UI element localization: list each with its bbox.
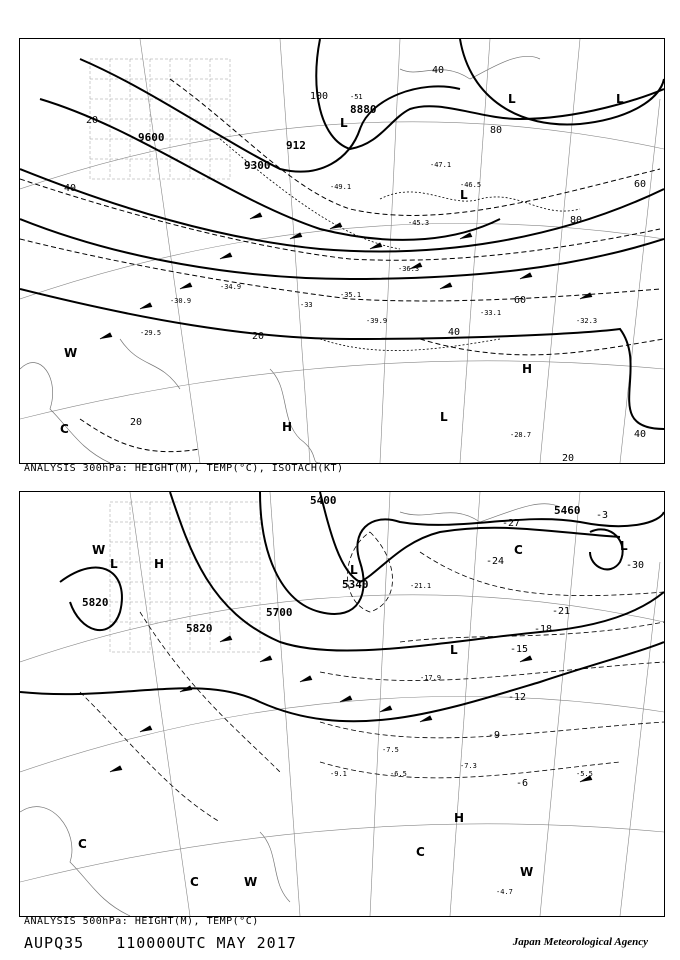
height-label: 5820 bbox=[82, 596, 109, 609]
low-center: L bbox=[508, 92, 516, 106]
product-header bbox=[24, 934, 319, 952]
height-label: 5400 bbox=[310, 494, 337, 507]
high-center: H bbox=[454, 811, 465, 825]
warm-center: W bbox=[520, 865, 534, 879]
isotach-label: 60 bbox=[514, 295, 527, 306]
low-center: L bbox=[110, 557, 118, 571]
temp-value: -7.3 bbox=[460, 762, 477, 770]
low-center: L bbox=[350, 563, 358, 577]
cold-center: C bbox=[416, 845, 425, 859]
temp-label: -33 bbox=[300, 301, 313, 309]
temp-label: -45.3 bbox=[408, 219, 430, 227]
temp-label: -6 bbox=[516, 778, 529, 789]
chart-500hpa bbox=[19, 491, 665, 917]
isotach-label: 40 bbox=[448, 327, 461, 338]
temp-value: -6.5 bbox=[390, 770, 407, 778]
chart-300hpa bbox=[19, 38, 665, 464]
temp-label: -21 bbox=[552, 606, 571, 617]
height-contours-300 bbox=[20, 39, 664, 429]
temp-label: -51 bbox=[350, 93, 363, 101]
temp-label: -46.5 bbox=[460, 181, 482, 189]
isotherms-300 bbox=[220, 139, 583, 351]
temp-label: -30.9 bbox=[170, 297, 192, 305]
isotach-label: 40 bbox=[64, 183, 77, 194]
map-500hpa bbox=[20, 492, 664, 916]
cold-center: C bbox=[190, 875, 199, 889]
low-center: L bbox=[340, 116, 348, 130]
low-center: L bbox=[616, 92, 624, 106]
temp-labels-300 bbox=[140, 93, 597, 439]
isotach-label: 80 bbox=[490, 125, 503, 136]
temp-value: -4.7 bbox=[496, 888, 513, 896]
temp-label: -28.7 bbox=[510, 431, 532, 439]
cold-center: C bbox=[78, 837, 87, 851]
high-center: H bbox=[282, 420, 293, 434]
low-center: L bbox=[460, 188, 468, 202]
temp-value: -9.1 bbox=[330, 770, 347, 778]
temp-label: -47.1 bbox=[430, 161, 452, 169]
warm-center: W bbox=[244, 875, 258, 889]
height-label: 5820 bbox=[186, 622, 213, 635]
isotach-label: 20 bbox=[562, 453, 575, 463]
coastline-500 bbox=[20, 504, 560, 916]
temp-label: -35.1 bbox=[340, 291, 362, 299]
isotach-label: 100 bbox=[310, 91, 329, 102]
wind-barbs-500 bbox=[110, 636, 592, 782]
temp-label: -27 bbox=[502, 518, 521, 529]
pressure-centers-500 bbox=[78, 539, 628, 889]
high-center: H bbox=[522, 362, 533, 376]
temp-label: -9 bbox=[488, 730, 501, 741]
warm-center: W bbox=[92, 543, 106, 557]
isotach-label: 60 bbox=[634, 179, 647, 190]
grid-box-300 bbox=[90, 59, 230, 179]
temp-label: -36.3 bbox=[398, 265, 420, 273]
temp-value: -17.9 bbox=[420, 674, 442, 682]
temp-label: -30 bbox=[626, 560, 645, 571]
cold-center: C bbox=[60, 422, 69, 436]
temp-label: -3 bbox=[596, 510, 609, 521]
temp-values-500 bbox=[330, 582, 593, 896]
caption-300hpa: ANALYSIS 300hPa: HEIGHT(M), TEMP(°C), ISOTACH(KT) bbox=[24, 463, 344, 474]
height-label: 5460 bbox=[554, 504, 581, 517]
temp-label: -39.9 bbox=[366, 317, 388, 325]
temp-label: -29.5 bbox=[140, 329, 162, 337]
map-300hpa bbox=[20, 39, 664, 463]
temp-label: -12 bbox=[508, 692, 527, 703]
isotach-label: 40 bbox=[634, 429, 647, 440]
isotach-label: 80 bbox=[570, 215, 583, 226]
warm-center: W bbox=[64, 346, 78, 360]
temp-label: -33.1 bbox=[480, 309, 502, 317]
height-label: 9300 bbox=[244, 159, 271, 172]
isotherms-500 bbox=[80, 532, 664, 822]
valid-time: 110000UTC MAY 2017 bbox=[116, 934, 297, 952]
low-center: L bbox=[620, 539, 628, 553]
isotach-label: 20 bbox=[252, 331, 265, 342]
temp-label: -34.9 bbox=[220, 283, 242, 291]
low-center: L bbox=[440, 410, 448, 424]
high-center: H bbox=[154, 557, 165, 571]
height-label: 5700 bbox=[266, 606, 293, 619]
isotach-label: 40 bbox=[432, 65, 445, 76]
temp-label: -49.1 bbox=[330, 183, 352, 191]
temp-label: -24 bbox=[486, 556, 505, 567]
temp-label: -18 bbox=[534, 624, 553, 635]
caption-500hpa: ANALYSIS 500hPa: HEIGHT(M), TEMP(°C) bbox=[24, 916, 259, 927]
temp-value: -21.1 bbox=[410, 582, 432, 590]
graticule-500 bbox=[20, 492, 664, 916]
agency-name: Japan Meteorological Agency bbox=[512, 936, 648, 948]
temp-label: -32.3 bbox=[576, 317, 598, 325]
height-label: 8880 bbox=[350, 103, 377, 116]
cold-center: C bbox=[514, 543, 523, 557]
product-id: AUPQ35 bbox=[24, 934, 85, 952]
low-center: L bbox=[450, 643, 458, 657]
isotach-label: 20 bbox=[130, 417, 143, 428]
temp-label: -15 bbox=[510, 644, 529, 655]
height-label: 912 bbox=[286, 139, 306, 152]
grid-box-500 bbox=[110, 502, 260, 652]
isotachs-300 bbox=[20, 79, 664, 452]
height-label: 5340 bbox=[342, 578, 369, 591]
height-label: 9600 bbox=[138, 131, 165, 144]
isotach-label: 20 bbox=[86, 115, 99, 126]
height-labels-300 bbox=[138, 103, 377, 172]
temp-value: -7.5 bbox=[382, 746, 399, 754]
temp-value: -5.5 bbox=[576, 770, 593, 778]
